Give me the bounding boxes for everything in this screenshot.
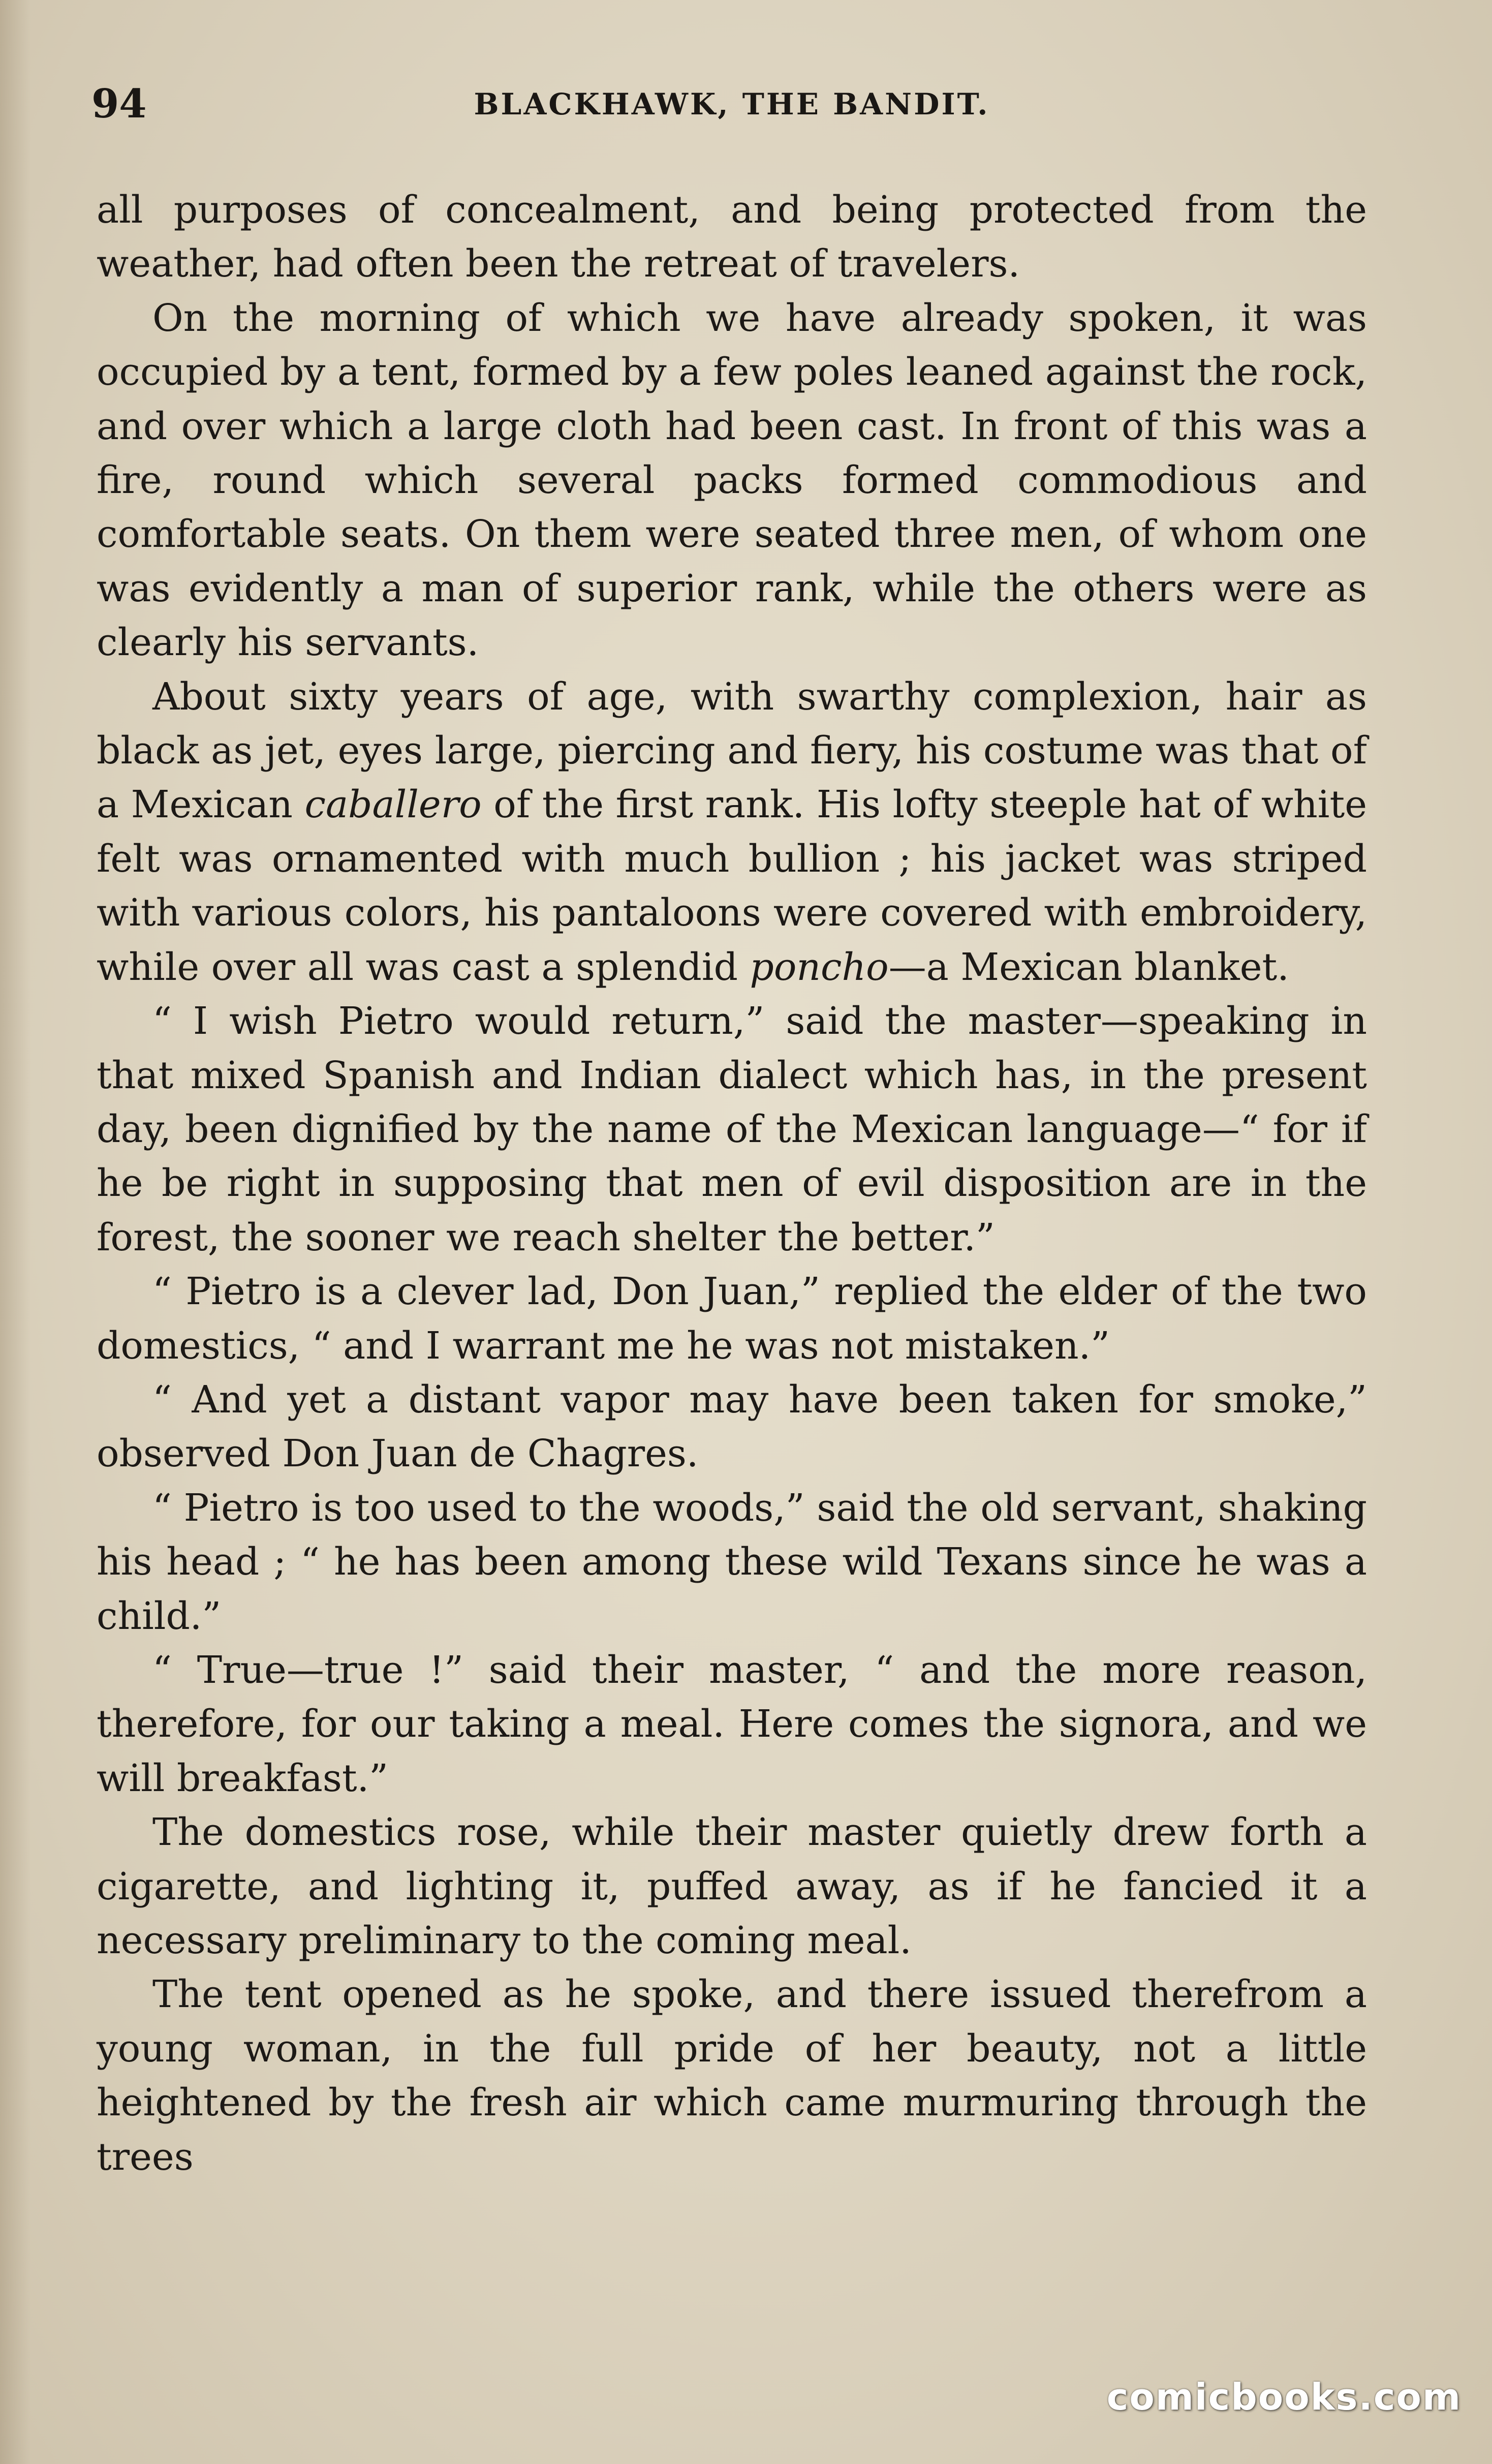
- paragraph-7: “ Pietro is too used to the woods,” said the old servant, shaking his head ; “ he has been among these wild Texans since he was a child.”: [97, 1486, 1367, 1638]
- body-text: [97, 183, 1367, 2184]
- page-edge-shadow: [0, 0, 30, 2464]
- paragraph-3-part-1: About sixty years of age, with swarthy complexion, hair as black as jet, eyes large, piercing and fiery, his costume was that of a Mexican: [97, 674, 1367, 827]
- italic-word-poncho: poncho: [750, 945, 889, 989]
- page-header: [91, 76, 1372, 132]
- running-head: BLACKHAWK, THE BANDIT.: [474, 87, 990, 121]
- paragraph-6: “ And yet a distant vapor may have been taken for smoke,” observed Don Juan de Chagres.: [97, 1377, 1367, 1476]
- paragraph-8: “ True—true !” said their master, “ and the more reason, therefore, for our taking a meal. Here comes the signora, and we will breakfast.”: [97, 1648, 1367, 1800]
- paragraph-4: “ I wish Pietro would return,” said the master—speaking in that mixed Spanish and Indian dialect which has, in the present day, been dignified by the name of the Mexican language—“ for if he be right in supposing that men of evil disposition are in the forest, the sooner we reach shelter the better.”: [97, 999, 1367, 1259]
- paragraph-3: [97, 670, 1367, 994]
- paragraph-1: all purposes of concealment, and being protected from the weather, had often been the retreat of travelers.: [97, 188, 1367, 286]
- page-number: 94: [91, 81, 147, 127]
- paragraph-2: On the morning of which we have already spoken, it was occupied by a tent, formed by a few poles leaned against the rock, and over which a large cloth had been cast. In front of this was a fire, round which several packs formed commodious and comfortable seats. On them were seated three men, of whom one was evidently a man of superior rank, while the others were as clearly his servants.: [97, 296, 1367, 665]
- watermark: comicbooks.com: [1106, 2376, 1462, 2418]
- paragraph-10: The tent opened as he spoke, and there issued therefrom a young woman, in the full pride of her beauty, not a little heightened by the fresh air which came murmuring through the trees: [97, 1973, 1367, 2179]
- paragraph-5: “ Pietro is a clever lad, Don Juan,” replied the elder of the two domestics, “ and I warrant me he was not mistaken.”: [97, 1270, 1367, 1368]
- paragraph-3-part-3: —a Mexican blanket.: [888, 945, 1289, 989]
- paragraph-9: The domestics rose, while their master quietly drew forth a cigarette, and lighting it, puffed away, as if he fancied it a necessary preliminary to the coming meal.: [97, 1810, 1367, 1962]
- italic-word-caballero: caballero: [304, 783, 482, 827]
- paragraph-3-part-2: of the first rank. His lofty steeple hat of white felt was ornamented with much bullion ; his jacket was striped with various colors, his pantaloons were covered with embroidery, while over all was cast a splendid: [97, 783, 1367, 989]
